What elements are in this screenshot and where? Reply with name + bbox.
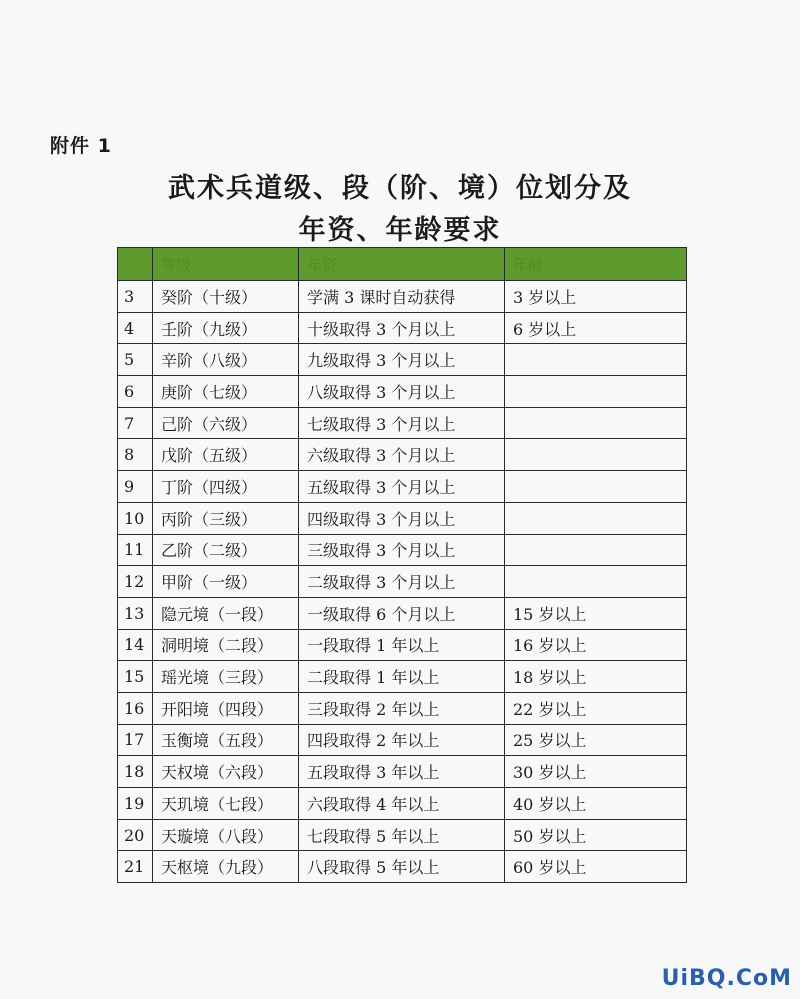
cell-seniority: 六段取得 4 年以上	[299, 788, 505, 820]
cell-grade: 开阳境（四段）	[153, 692, 299, 724]
table-row	[118, 756, 687, 788]
cell-seniority: 七段取得 5 年以上	[299, 819, 505, 851]
cell-grade: 癸阶（十级）	[153, 281, 299, 313]
cell-index: 20	[118, 819, 153, 851]
cell-index: 3	[118, 281, 153, 313]
cell-index: 16	[118, 692, 153, 724]
cell-age	[505, 439, 687, 471]
cell-seniority: 八段取得 5 年以上	[299, 851, 505, 883]
cell-grade: 天玑境（七段）	[153, 788, 299, 820]
cell-seniority: 学满 3 课时自动获得	[299, 281, 505, 313]
cell-age: 22 岁以上	[505, 692, 687, 724]
table-row	[118, 661, 687, 693]
header-seniority: 年资	[299, 248, 505, 281]
header-age: 年龄	[505, 248, 687, 281]
cell-age: 30 岁以上	[505, 756, 687, 788]
table-row	[118, 312, 687, 344]
cell-index: 5	[118, 344, 153, 376]
cell-index: 14	[118, 629, 153, 661]
table-row	[118, 471, 687, 503]
cell-age: 25 岁以上	[505, 724, 687, 756]
cell-age	[505, 344, 687, 376]
cell-age: 60 岁以上	[505, 851, 687, 883]
cell-seniority: 五段取得 3 年以上	[299, 756, 505, 788]
cell-grade: 己阶（六级）	[153, 407, 299, 439]
cell-seniority: 六级取得 3 个月以上	[299, 439, 505, 471]
cell-grade: 庚阶（七级）	[153, 376, 299, 408]
table-row	[118, 724, 687, 756]
cell-grade: 洞明境（二段）	[153, 629, 299, 661]
attachment-label: 附件 1	[50, 135, 112, 157]
header-index	[118, 248, 153, 281]
cell-index: 6	[118, 376, 153, 408]
cell-seniority: 二级取得 3 个月以上	[299, 566, 505, 598]
cell-grade: 丁阶（四级）	[153, 471, 299, 503]
cell-seniority: 四段取得 2 年以上	[299, 724, 505, 756]
cell-age	[505, 534, 687, 566]
cell-age: 50 岁以上	[505, 819, 687, 851]
cell-index: 17	[118, 724, 153, 756]
table-header-row	[118, 248, 687, 281]
cell-seniority: 九级取得 3 个月以上	[299, 344, 505, 376]
table-row	[118, 376, 687, 408]
header-grade: 等级	[153, 248, 299, 281]
cell-age: 40 岁以上	[505, 788, 687, 820]
cell-age: 6 岁以上	[505, 312, 687, 344]
cell-grade: 乙阶（二级）	[153, 534, 299, 566]
table-row	[118, 788, 687, 820]
cell-index: 18	[118, 756, 153, 788]
cell-grade: 丙阶（三级）	[153, 502, 299, 534]
cell-index: 19	[118, 788, 153, 820]
cell-age	[505, 566, 687, 598]
cell-age: 15 岁以上	[505, 597, 687, 629]
cell-index: 7	[118, 407, 153, 439]
table-row	[118, 629, 687, 661]
table-row	[118, 281, 687, 313]
document-title-line-1: 武术兵道级、段（阶、境）位划分及	[168, 173, 632, 204]
cell-grade: 壬阶（九级）	[153, 312, 299, 344]
table-row	[118, 439, 687, 471]
table-row	[118, 597, 687, 629]
cell-age	[505, 471, 687, 503]
cell-age: 3 岁以上	[505, 281, 687, 313]
cell-index: 11	[118, 534, 153, 566]
cell-grade: 天权境（六段）	[153, 756, 299, 788]
cell-index: 13	[118, 597, 153, 629]
table-row	[118, 407, 687, 439]
cell-index: 15	[118, 661, 153, 693]
cell-age: 18 岁以上	[505, 661, 687, 693]
cell-seniority: 八级取得 3 个月以上	[299, 376, 505, 408]
table-row	[118, 692, 687, 724]
table-row	[118, 344, 687, 376]
cell-seniority: 一段取得 1 年以上	[299, 629, 505, 661]
cell-age	[505, 376, 687, 408]
cell-age	[505, 502, 687, 534]
cell-grade: 瑶光境（三段）	[153, 661, 299, 693]
cell-seniority: 十级取得 3 个月以上	[299, 312, 505, 344]
cell-seniority: 四级取得 3 个月以上	[299, 502, 505, 534]
cell-age: 16 岁以上	[505, 629, 687, 661]
cell-grade: 隐元境（一段）	[153, 597, 299, 629]
table-row	[118, 819, 687, 851]
cell-index: 8	[118, 439, 153, 471]
cell-seniority: 一级取得 6 个月以上	[299, 597, 505, 629]
cell-grade: 天枢境（九段）	[153, 851, 299, 883]
cell-seniority: 五级取得 3 个月以上	[299, 471, 505, 503]
cell-grade: 玉衡境（五段）	[153, 724, 299, 756]
cell-index: 21	[118, 851, 153, 883]
table-row	[118, 502, 687, 534]
cell-seniority: 二段取得 1 年以上	[299, 661, 505, 693]
cell-grade: 戊阶（五级）	[153, 439, 299, 471]
cell-index: 12	[118, 566, 153, 598]
cell-grade: 天璇境（八段）	[153, 819, 299, 851]
cell-index: 9	[118, 471, 153, 503]
grade-requirements-table	[117, 247, 687, 883]
cell-age	[505, 407, 687, 439]
document-title-line-2: 年资、年龄要求	[298, 215, 502, 246]
cell-seniority: 七级取得 3 个月以上	[299, 407, 505, 439]
watermark-logo: UiBQ.CoM	[661, 966, 792, 991]
cell-index: 10	[118, 502, 153, 534]
cell-seniority: 三段取得 2 年以上	[299, 692, 505, 724]
cell-grade: 辛阶（八级）	[153, 344, 299, 376]
table-row	[118, 566, 687, 598]
cell-seniority: 三级取得 3 个月以上	[299, 534, 505, 566]
table-row	[118, 851, 687, 883]
cell-grade: 甲阶（一级）	[153, 566, 299, 598]
cell-index: 4	[118, 312, 153, 344]
table-row	[118, 534, 687, 566]
